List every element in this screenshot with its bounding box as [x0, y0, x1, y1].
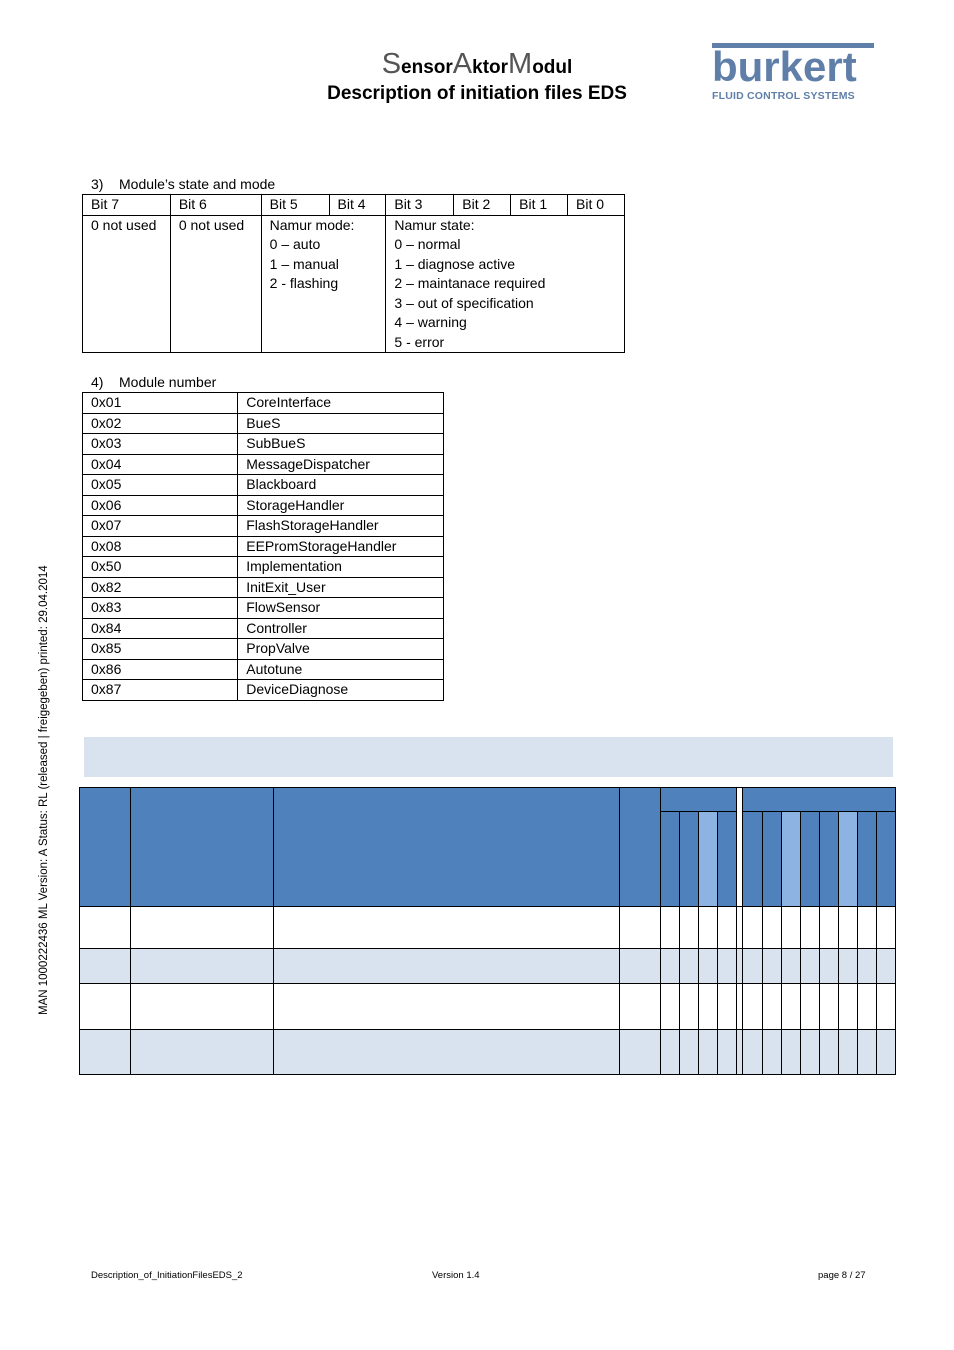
grid-cell [718, 949, 737, 984]
footer-version: Version 1.4 [432, 1270, 480, 1281]
grid-subheader-cell [801, 812, 820, 907]
grid-cell [718, 984, 737, 1030]
module-row [83, 516, 444, 537]
state-line: 0 – normal [394, 236, 461, 252]
module-code: 0x82 [83, 577, 238, 598]
burkert-logo [712, 43, 874, 102]
module-code: 0x86 [83, 659, 238, 680]
grid-cell [801, 949, 820, 984]
grid-cell [680, 984, 699, 1030]
grid-cell [274, 1030, 620, 1075]
grid-cell [782, 1030, 801, 1075]
module-name: FlowSensor [238, 598, 444, 619]
module-name: Controller [238, 618, 444, 639]
module-code: 0x85 [83, 639, 238, 660]
grid-row [80, 907, 896, 949]
grid-cell [80, 907, 131, 949]
module-code: 0x03 [83, 434, 238, 455]
grid-cell [877, 984, 896, 1030]
module-code: 0x87 [83, 680, 238, 701]
module-row [83, 413, 444, 434]
grid-cell [743, 984, 763, 1030]
grid-cell [80, 949, 131, 984]
grid-cell [131, 984, 274, 1030]
module-row [83, 393, 444, 414]
grid-cell [620, 984, 661, 1030]
module-row [83, 639, 444, 660]
bit-header: Bit 4 [329, 195, 386, 216]
state-line: Namur state: [394, 216, 475, 233]
bit-header: Bit 7 [83, 195, 171, 216]
grid-row [80, 949, 896, 984]
section-banner [84, 737, 893, 777]
grid-cell [820, 949, 839, 984]
grid-cell [131, 1030, 274, 1075]
module-row [83, 618, 444, 639]
grid-cell [820, 1030, 839, 1075]
grid-subheader-cell [718, 812, 737, 907]
grid-cell [274, 907, 620, 949]
grid-cell [877, 1030, 896, 1075]
module-name: Blackboard [238, 475, 444, 496]
grid-cell [620, 949, 661, 984]
grid-cell [680, 1030, 699, 1075]
namur-mode-cell [261, 215, 386, 353]
grid-cell [801, 907, 820, 949]
grid-cell [699, 1030, 718, 1075]
bit-header: Bit 0 [568, 195, 625, 216]
bit6-value: 0 not used [170, 215, 261, 353]
grid-cell [680, 949, 699, 984]
module-code: 0x50 [83, 557, 238, 578]
module-code: 0x06 [83, 495, 238, 516]
grid-cell [699, 984, 718, 1030]
module-code: 0x05 [83, 475, 238, 496]
grid-cell [801, 1030, 820, 1075]
module-row [83, 454, 444, 475]
state-line: 1 – diagnose active [394, 255, 516, 272]
grid-cell [820, 984, 839, 1030]
grid-cell [699, 907, 718, 949]
document-title [300, 48, 654, 105]
grid-cell [839, 1030, 858, 1075]
grid-cell [801, 984, 820, 1030]
module-name: BueS [238, 413, 444, 434]
bit-header: Bit 1 [511, 195, 568, 216]
grid-cell [699, 949, 718, 984]
module-row [83, 434, 444, 455]
grid-cell [877, 907, 896, 949]
grid-cell [858, 907, 877, 949]
grid-cell [858, 1030, 877, 1075]
module-code: 0x04 [83, 454, 238, 475]
module-row [83, 577, 444, 598]
grid-cell [743, 1030, 763, 1075]
bit-header: Bit 3 [386, 195, 454, 216]
grid-subheader-cell [680, 812, 699, 907]
module-row [83, 557, 444, 578]
grid-cell [782, 949, 801, 984]
mode-line: Namur mode: [269, 216, 355, 233]
grid-cell [274, 984, 620, 1030]
grid-cell [763, 949, 782, 984]
grid-cell [782, 907, 801, 949]
section-3-heading: 3) Module’s state and mode [91, 176, 276, 192]
footer-filename: Description_of_InitiationFilesEDS_2 [91, 1270, 243, 1281]
state-line: 5 - error [394, 333, 445, 350]
module-name: Autotune [238, 659, 444, 680]
module-name: StorageHandler [238, 495, 444, 516]
grid-cell [763, 984, 782, 1030]
module-number-table [82, 392, 444, 701]
grid-header-cell [131, 788, 274, 907]
empty-grid-table [79, 787, 896, 1075]
state-line: 2 – maintanace required [394, 275, 546, 291]
grid-subheader-cell [743, 812, 763, 907]
grid-cell [718, 1030, 737, 1075]
grid-subheader-cell [820, 812, 839, 907]
grid-cell [743, 907, 763, 949]
grid-cell [620, 907, 661, 949]
mode-line: 0 – auto [269, 236, 321, 252]
grid-subheader-cell [763, 812, 782, 907]
module-row [83, 659, 444, 680]
namur-state-cell [386, 215, 625, 353]
grid-subheader-cell [858, 812, 877, 907]
grid-cell [839, 949, 858, 984]
grid-cell [131, 907, 274, 949]
grid-cell [131, 949, 274, 984]
logo-wordmark: burkert [712, 43, 857, 90]
grid-cell [661, 984, 680, 1030]
footer-page-number: page 8 / 27 [818, 1270, 866, 1281]
module-code: 0x08 [83, 536, 238, 557]
module-name: DeviceDiagnose [238, 680, 444, 701]
grid-header-group [661, 788, 737, 812]
module-name: MessageDispatcher [238, 454, 444, 475]
bit-header: Bit 5 [261, 195, 329, 216]
grid-cell [620, 1030, 661, 1075]
state-line: 4 – warning [394, 314, 467, 330]
module-name: PropValve [238, 639, 444, 660]
grid-subheader-cell [839, 812, 858, 907]
module-row [83, 495, 444, 516]
state-line: 3 – out of specification [394, 294, 534, 311]
grid-row [80, 1030, 896, 1075]
bit-header: Bit 2 [454, 195, 511, 216]
module-code: 0x84 [83, 618, 238, 639]
grid-cell [680, 907, 699, 949]
grid-cell [782, 984, 801, 1030]
logo-tagline: FLUID CONTROL SYSTEMS [712, 90, 855, 102]
module-name: InitExit_User [238, 577, 444, 598]
grid-cell [80, 1030, 131, 1075]
document-subtitle: Description of initiation files EDS [327, 83, 627, 104]
module-code: 0x83 [83, 598, 238, 619]
grid-cell [743, 949, 763, 984]
grid-cell [661, 949, 680, 984]
bit-header: Bit 6 [170, 195, 261, 216]
mode-line: 2 - flashing [269, 275, 339, 291]
module-title: SensorAktorModul [381, 48, 573, 80]
state-mode-value-row [83, 215, 625, 353]
module-row [83, 475, 444, 496]
module-row [83, 598, 444, 619]
grid-header-cell [620, 788, 661, 907]
grid-subheader-cell [661, 812, 680, 907]
grid-cell [718, 907, 737, 949]
grid-row [80, 984, 896, 1030]
grid-header-cell [274, 788, 620, 907]
grid-header-group [743, 788, 896, 812]
module-code: 0x02 [83, 413, 238, 434]
grid-header-row [80, 788, 896, 812]
grid-cell [80, 984, 131, 1030]
bit7-value: 0 not used [83, 215, 171, 353]
grid-cell [877, 949, 896, 984]
module-name: FlashStorageHandler [238, 516, 444, 537]
grid-cell [274, 949, 620, 984]
grid-cell [661, 1030, 680, 1075]
grid-cell [820, 907, 839, 949]
grid-cell [839, 907, 858, 949]
mode-line: 1 – manual [269, 255, 339, 272]
state-mode-header-row [83, 195, 625, 216]
module-name: Implementation [238, 557, 444, 578]
module-name: CoreInterface [238, 393, 444, 414]
section-4-heading: 4) Module number [91, 374, 217, 390]
module-name: EEPromStorageHandler [238, 536, 444, 557]
grid-cell [858, 949, 877, 984]
document-status-sidebar: MAN 1000222436 ML Version: A Status: RL (released | freigegeben) printed: 29.04.2014 [38, 565, 50, 1015]
grid-subheader-cell [782, 812, 801, 907]
grid-subheader-cell [699, 812, 718, 907]
grid-cell [661, 907, 680, 949]
module-row [83, 680, 444, 701]
grid-cell [763, 1030, 782, 1075]
module-name: SubBueS [238, 434, 444, 455]
module-code: 0x07 [83, 516, 238, 537]
module-code: 0x01 [83, 393, 238, 414]
module-row [83, 536, 444, 557]
grid-cell [763, 907, 782, 949]
grid-subheader-cell [877, 812, 896, 907]
grid-header-cell [80, 788, 131, 907]
grid-cell [839, 984, 858, 1030]
state-mode-table [82, 194, 625, 353]
grid-cell [858, 984, 877, 1030]
